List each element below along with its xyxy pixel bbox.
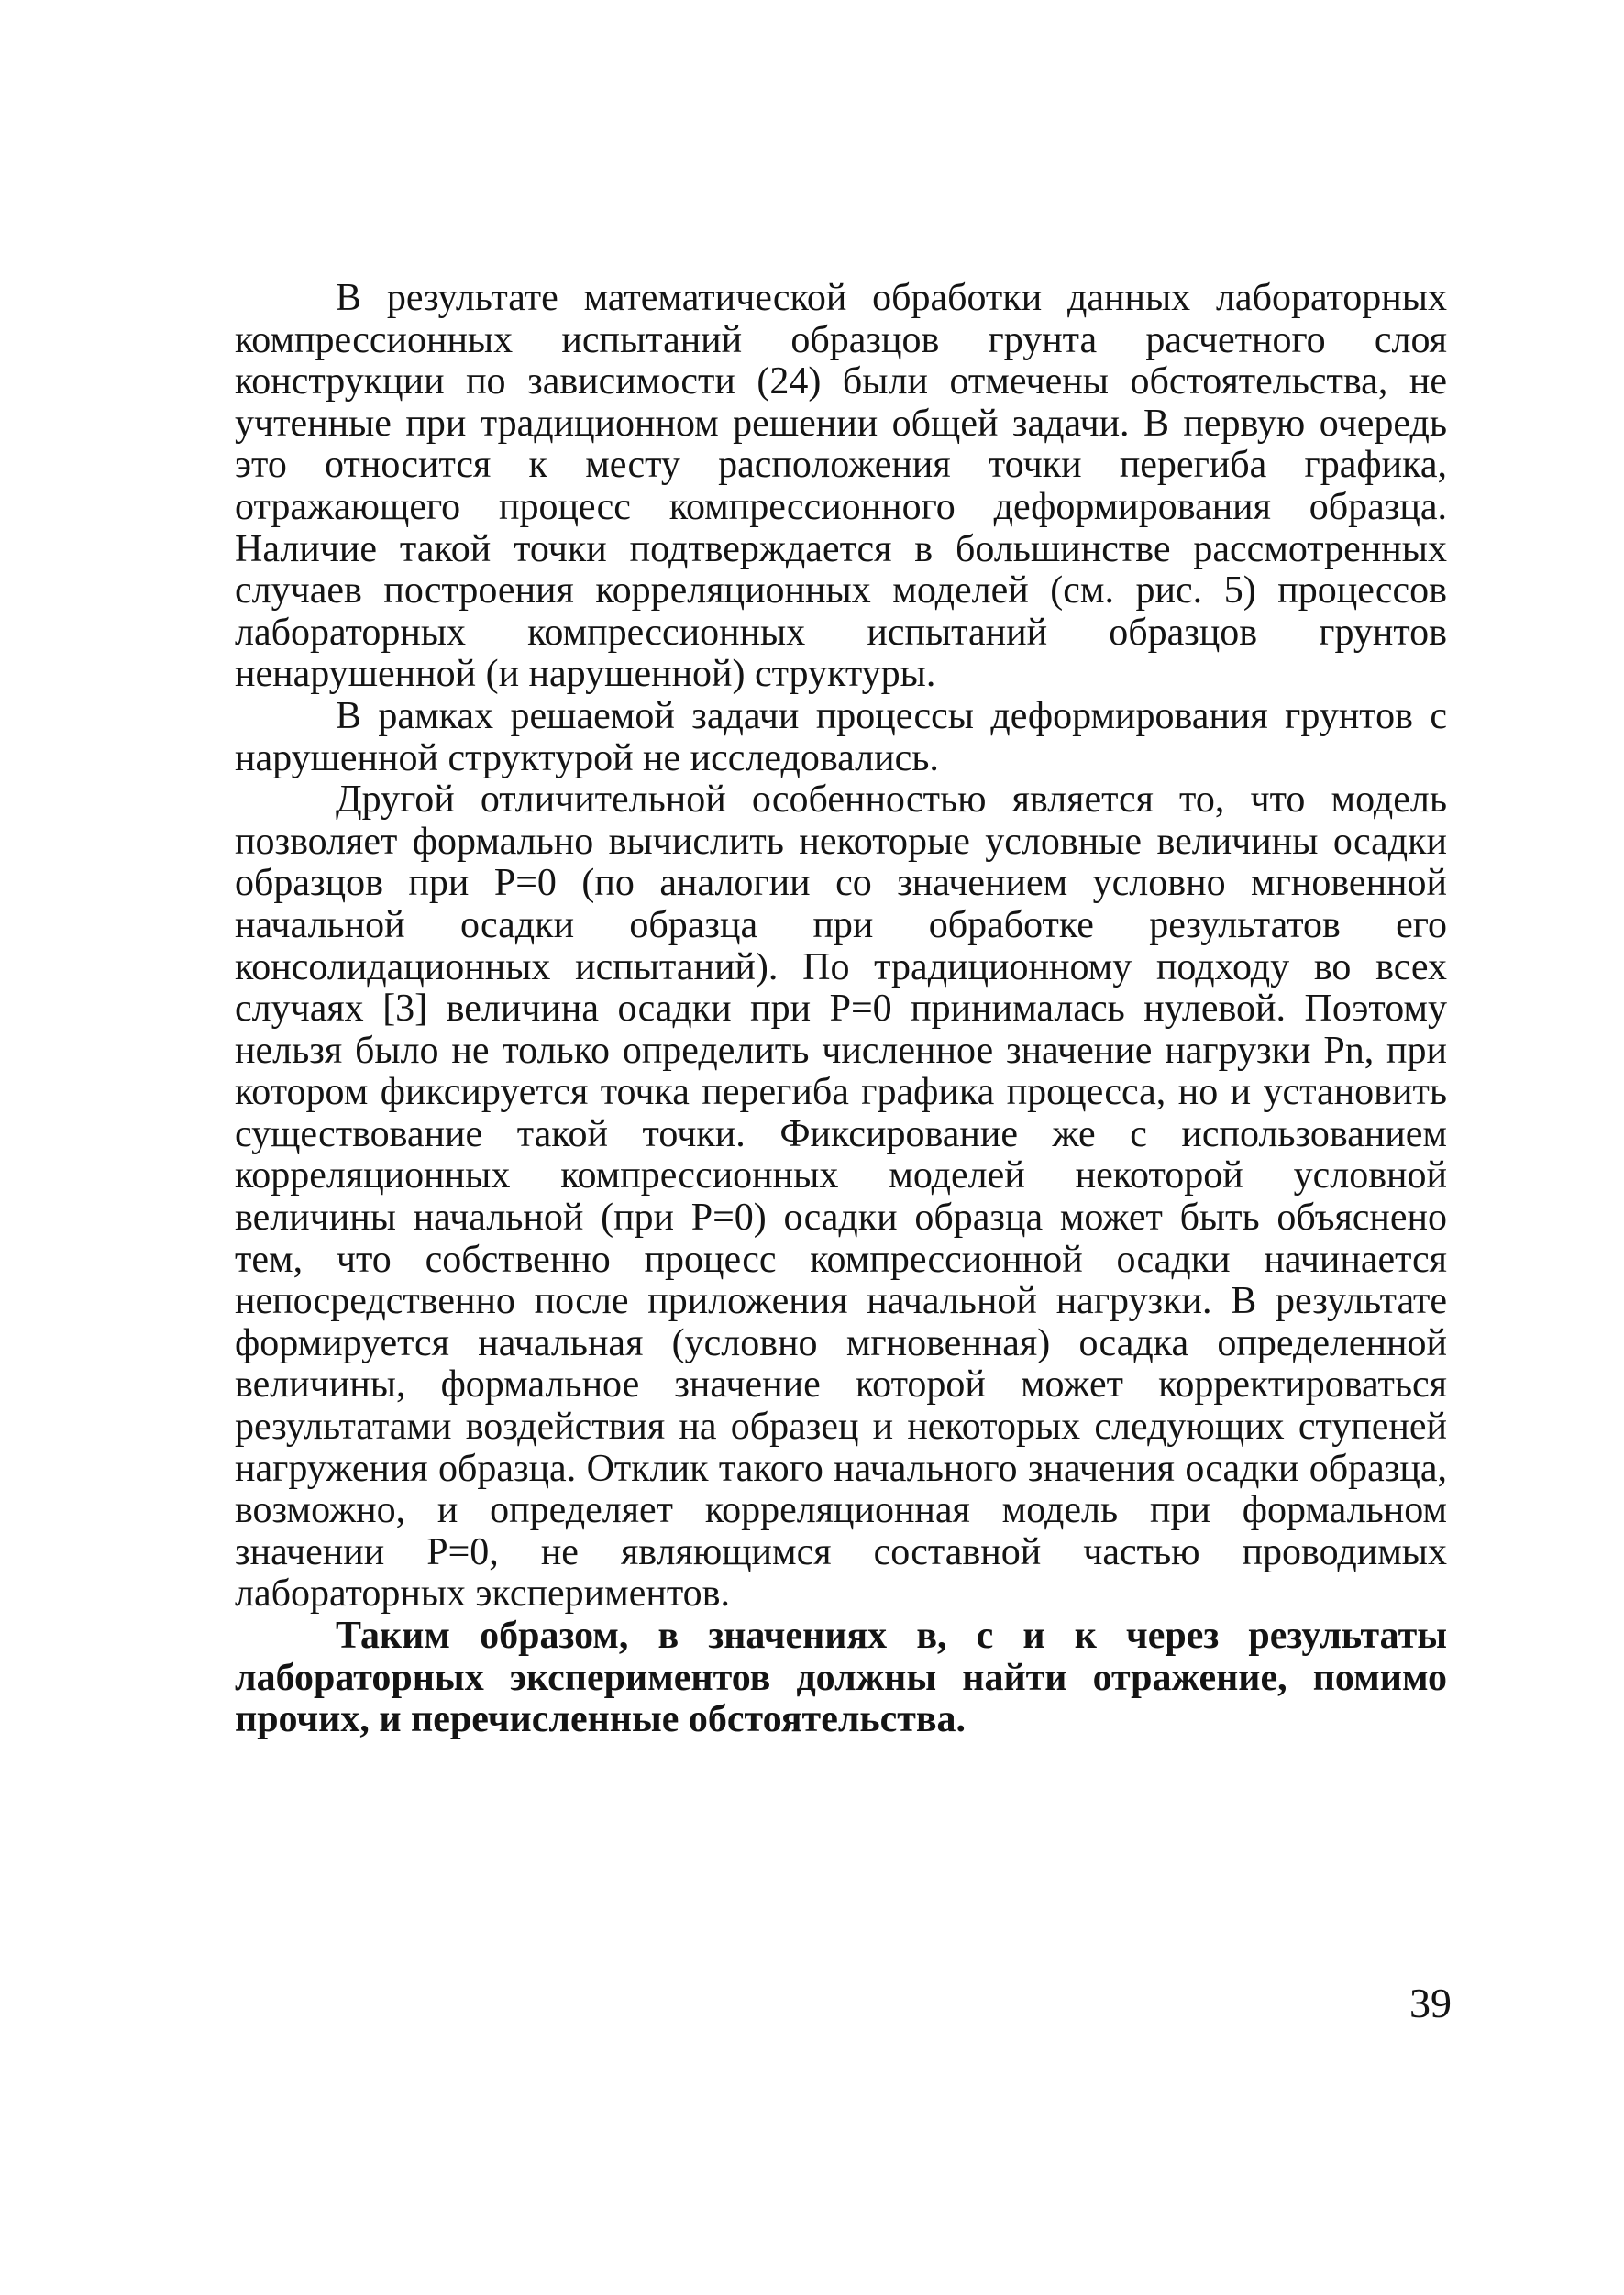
page-number: 39 (1409, 1980, 1452, 2026)
paragraph-3: Другой отличительной особенностью является то, что модель позволяет формально вычислить некоторые условные величины осадки образцов при P=0 (по аналогии со значением условно мгновенной начальной осадки образца при обработке результатов его консолидационных испытаний). По традиционному подходу во всех случаях [3] величина осадки при P=0 принималась нулевой. Поэтому нельзя было не только определить численное значение нагрузки Pn, при котором фиксируется точка перегиба графика процесса, но и установить существование такой точки. Фиксирование же с использованием корреляционных компрессионных моделей некоторой условной величины начальной (при P=0) осадки образца может быть объяснено тем, что собственно процесс компрессионной осадки начинается непосредственно после приложения начальной нагрузки. В результате формируется начальная (условно мгновенная) осадка определенной величины, формальное значение которой может корректироваться результатами воздействия на образец и некоторых следующих ступеней нагружения образца. Отклик такого начального значения осадки образца, возможно, и определяет корреляционная модель при формальном значении P=0, не являющимся составной частью проводимых лабораторных экспериментов. (235, 778, 1447, 1616)
paragraph-4: Таким образом, в значениях в, с и к через результаты лабораторных экспериментов должны найти отражение, помимо прочих, и перечисленные обстоятельства. (235, 1615, 1447, 1741)
paragraph-2: В рамках решаемой задачи процессы деформирования грунтов с нарушенной структурой не исследовались. (235, 694, 1447, 779)
body-text (235, 278, 1447, 1741)
paragraph-1: В результате математической обработки данных лабораторных компрессионных испытаний образцов грунта расчетного слоя конструкции по зависимости (24) были отмечены обстоятельства, не учтенные при традиционном решении общей задачи. В первую очередь это относится к месту расположения точки перегиба графика, отражающего процесс компрессионного деформирования образца. Наличие такой точки подтверждается в большинстве рассмотренных случаев построения корреляционных моделей (см. рис. 5) процессов лабораторных компрессионных испытаний образцов грунтов ненарушенной (и нарушенной) структуры. (235, 277, 1447, 696)
